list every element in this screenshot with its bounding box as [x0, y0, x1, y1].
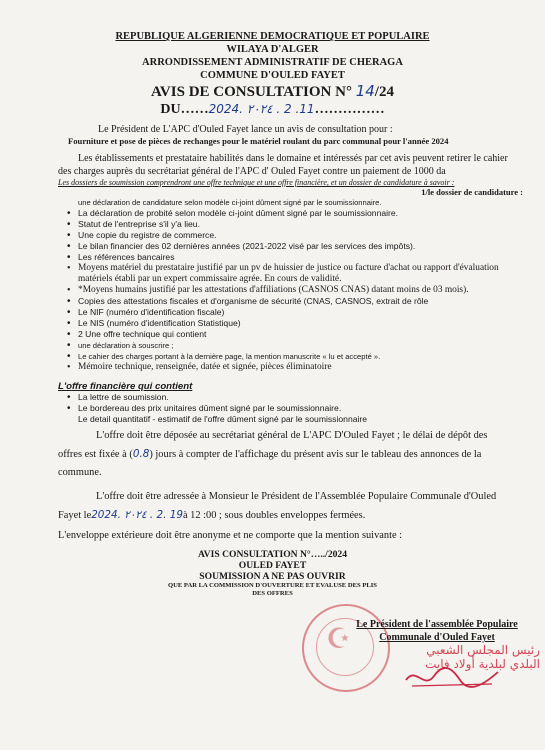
- letterhead: [0, 30, 545, 82]
- dossier-candidature-heading: 1/le dossier de candidature :: [421, 187, 523, 197]
- date-limite-handwritten: 2024. ٢٠٢٤ . 2. 19: [91, 509, 183, 521]
- list-item: • Une copie du registre de commerce.: [78, 230, 515, 241]
- list-item: • *Moyens humains justifié par les attestations d'affiliations (CASNOS CNAS) datant moins de 03 mois).: [78, 285, 515, 296]
- list-item: • 2 Une offre technique qui contient: [78, 329, 515, 340]
- objet-text: Fourniture et pose de pièces de rechanges pour le matériel roulant du parc communal pour l'année 2024: [68, 136, 449, 146]
- intro-text: Le Président de L'APC d'Ouled Fayet lance un avis de consultation pour :: [98, 124, 393, 135]
- commune-line: COMMUNE D'OULED FAYET: [200, 70, 345, 81]
- dossiers-text: Les dossiers de soumission comprendront une offre technique et une offre financière, et un dossier de candidature à savoir :: [58, 178, 455, 187]
- official-seal-icon: ☪: [302, 604, 390, 692]
- list-item: • une déclaration à souscrire ;: [78, 340, 515, 351]
- title-number-handwritten: 14: [355, 82, 375, 100]
- republic-line: REPUBLIQUE ALGERIENNE DEMOCRATIQUE ET POPULAIRE: [115, 31, 430, 42]
- list-item: • Moyens matériel du prestataire justifié par un pv de huissier de justice ou facture d'achat ou rapport d'évaluation matériels établi par un expert commissaire agrée. En cours de validité.: [78, 263, 515, 285]
- title-suffix: /24: [374, 84, 394, 100]
- arrondissement-line: ARRONDISSEMENT ADMINISTRATIF DE CHERAGA: [142, 57, 403, 68]
- date-suffix: ……………: [314, 102, 385, 117]
- list-item: • Les références bancaires: [78, 252, 515, 263]
- document-title: [0, 83, 545, 101]
- list-item: • Statut de l'entreprise s'il y'a lieu.: [78, 219, 515, 230]
- envelope-mention: AVIS CONSULTATION N°…../2024 OULED FAYET SOUMISSION A NE PAS OUVRIR QUE PAR LA COMMISSION D'OUVERTURE ET EVALUSE DES PLIS DES OFFRES: [168, 549, 377, 597]
- date-prefix: DU……: [160, 102, 209, 117]
- list-item: une déclaration de candidature selon modèle ci-joint dûment signé par le soumissionnaire.: [78, 198, 382, 207]
- date-handwritten: 2024. ٢٠٢٤ . 2 .11: [208, 102, 315, 116]
- wilaya-line: WILAYA D'ALGER: [226, 44, 319, 55]
- handwritten-signature-icon: [402, 662, 502, 692]
- list-item: • Copies des attestations fiscales et d'organisme de sécurité (CNAS, CASNOS, extrait de rôle: [78, 296, 515, 307]
- enveloppe-paragraph: L'enveloppe extérieure doit être anonyme et ne comporte que la mention suivante :: [58, 530, 403, 541]
- president-signature-block: Le Président de l'assemblée Populaire Communale d'Ouled Fayet: [356, 619, 518, 643]
- list-item: • Le bordereau des prix unitaires dûment signé par le soumissionnaire.: [78, 403, 515, 414]
- date-line: [0, 101, 545, 118]
- offre-financiere-list: [0, 392, 545, 425]
- adresse-paragraph: L'offre doit être adressée à Monsieur le Président de l'Assemblée Populaire Communale d'Ouled Fayet le2024. ٢٠٢٤ . 2. 19à 12 :00 ; sous doubles enveloppes fermées.: [58, 491, 497, 521]
- list-item: • La lettre de soumission.: [78, 392, 515, 403]
- body-paragraph: Les établissements et prestataire habilités dans le domaine et intéressés par cet avis peuvent retirer le cahier des charges auprès du secrétariat général de l'APC d' Ouled Fayet contre un paiement de 1000 da: [58, 153, 508, 177]
- list-item: • Le bilan financier des 02 dernières années (2021-2022 visé par les services des impôts).: [78, 241, 515, 252]
- depot-paragraph: L'offre doit être déposée au secrétariat général de L'APC D'Ouled Fayet ; le délai de dépôt des offres est fixée à (0.8) jours à compter de l'affichage du présent avis sur le tableau des annonces de la commune.: [58, 430, 488, 478]
- arabic-stamp-text: رئيس المجلس الشعبي البلدي لبلدية أولاد فايت: [425, 643, 540, 671]
- list-item: Le detail quantitatif - estimatif de l'offre dûment signé par le soumissionnaire: [78, 414, 368, 424]
- list-item: • Mémoire technique, renseignée, datée et signée, pièces éliminatoire: [78, 362, 515, 373]
- list-item: • Le cahier des charges portant à la dernière page, la mention manuscrite « lu et accepté ».: [78, 351, 515, 362]
- list-item: • Le NIF (numéro d'identification fiscale): [78, 307, 515, 318]
- candidature-list: [0, 197, 545, 373]
- title-prefix: AVIS DE CONSULTATION N°: [151, 84, 352, 100]
- offre-financiere-heading: L'offre financière qui contient: [58, 381, 193, 392]
- delai-handwritten: 0.8: [132, 448, 150, 460]
- list-item: • Le NIS (numéro d'identification Statistique): [78, 318, 515, 329]
- list-item: • La déclaration de probité selon modèle ci-joint dûment signé par le soumissionnaire.: [78, 208, 515, 219]
